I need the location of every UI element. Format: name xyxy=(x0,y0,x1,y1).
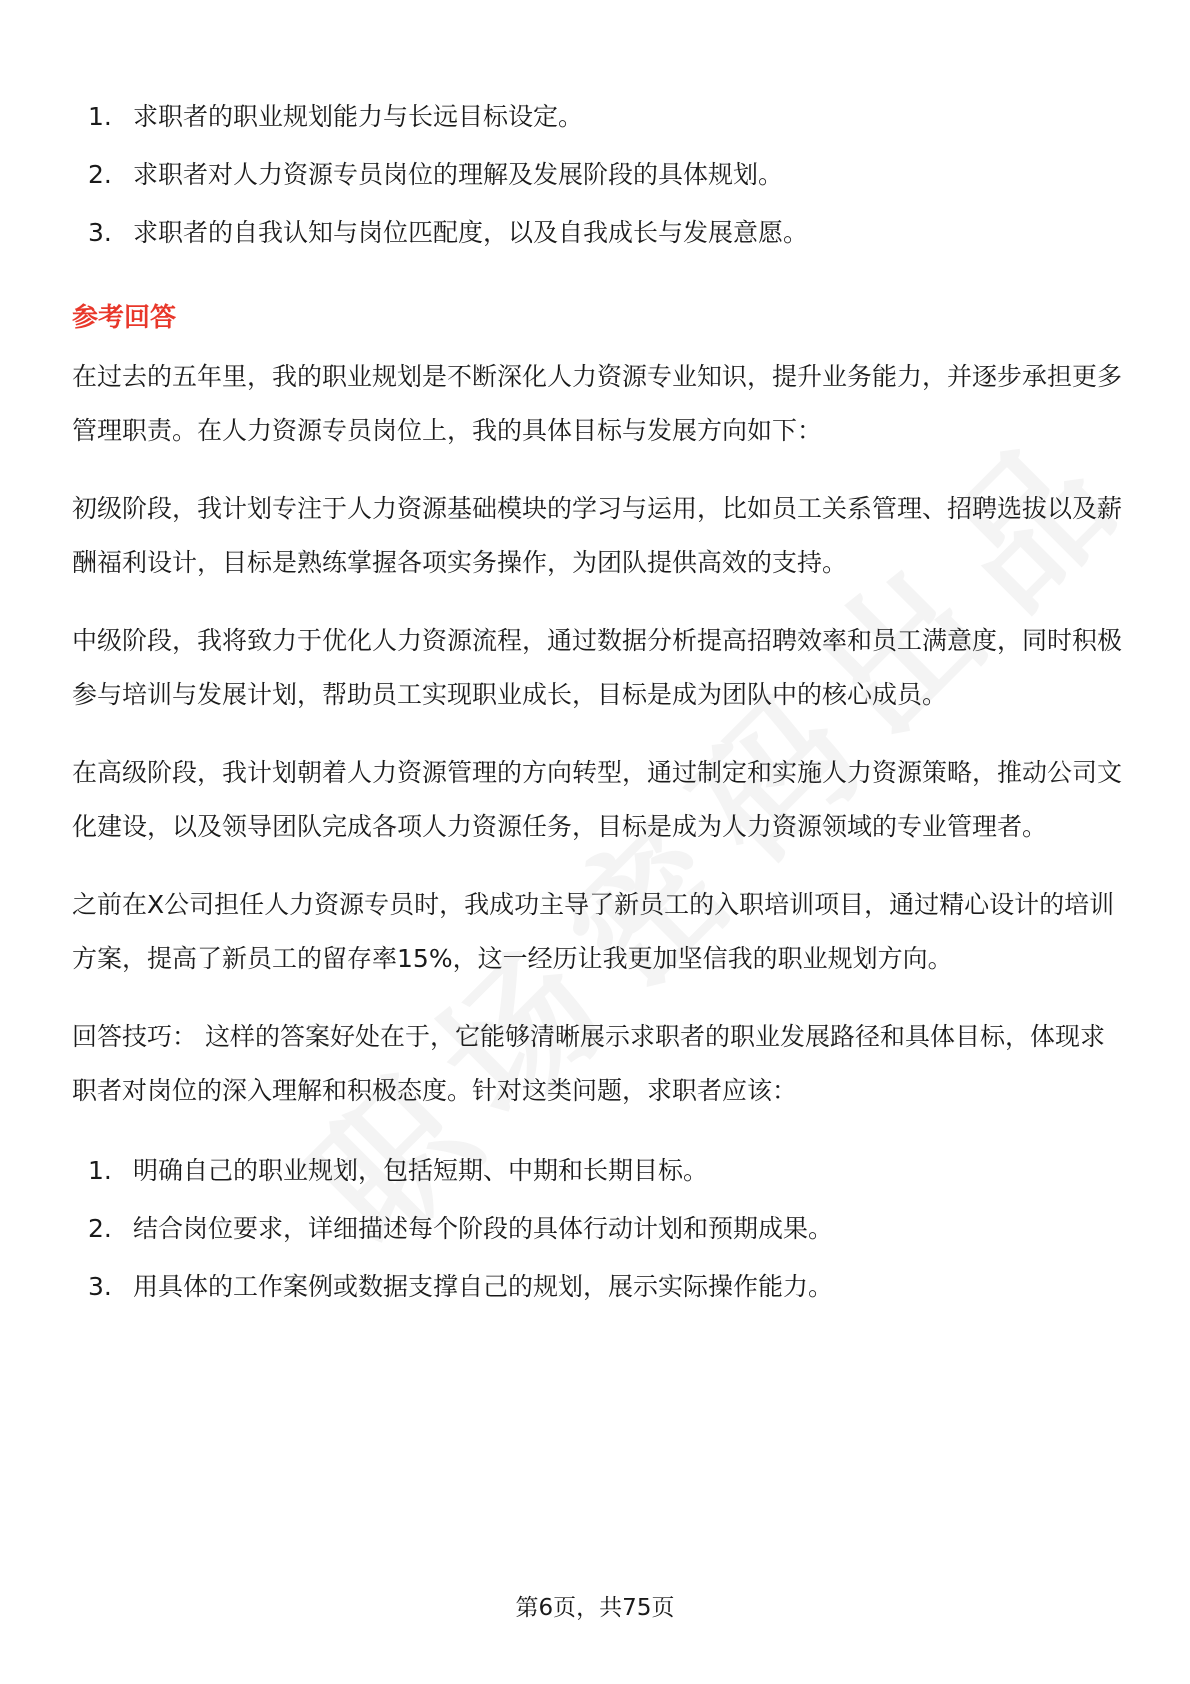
list-number: 2. xyxy=(88,1214,112,1243)
list-text: 用具体的工作案例或数据支撑自己的规划，展示实际操作能力。 xyxy=(133,1272,834,1301)
paragraph: 在过去的五年里，我的职业规划是不断深化人力资源专业知识，提升业务能力，并逐步承担更多管理职责。在人力资源专员岗位上，我的具体目标与发展方向如下： xyxy=(72,362,1123,445)
list-item xyxy=(72,88,1122,146)
tips-paragraph: 回答技巧： 这样的答案好处在于，它能够清晰展示求职者的职业发展路径和具体目标，体现求职者对岗位的深入理解和积极态度。针对这类问题，求职者应该： xyxy=(72,1022,1105,1105)
list-item xyxy=(72,1142,1122,1200)
list-text: 结合岗位要求，详细描述每个阶段的具体行动计划和预期成果。 xyxy=(133,1214,834,1243)
list-text: 求职者对人力资源专员岗位的理解及发展阶段的具体规划。 xyxy=(133,160,784,189)
list-item xyxy=(72,1200,1122,1258)
list-number: 2. xyxy=(88,160,112,189)
list-number: 3. xyxy=(88,218,112,247)
list-text: 求职者的职业规划能力与长远目标设定。 xyxy=(133,102,584,131)
list-number: 1. xyxy=(88,1156,112,1185)
paragraph: 之前在X公司担任人力资源专员时，我成功主导了新员工的入职培训项目，通过精心设计的培训方案，提高了新员工的留存率15%，这一经历让我更加坚信我的职业规划方向。 xyxy=(72,890,1115,973)
section-title: 参考回答 xyxy=(72,303,177,333)
list-text: 求职者的自我认知与岗位匹配度，以及自我成长与发展意愿。 xyxy=(133,218,809,247)
list-text: 明确自己的职业规划，包括短期、中期和长期目标。 xyxy=(133,1156,709,1185)
list-item xyxy=(72,204,1122,262)
list-number: 1. xyxy=(88,102,112,131)
page-content xyxy=(72,88,1122,1316)
list-item xyxy=(72,146,1122,204)
paragraph: 中级阶段，我将致力于优化人力资源流程，通过数据分析提高招聘效率和员工满意度，同时积极参与培训与发展计划，帮助员工实现职业成长，目标是成为团队中的核心成员。 xyxy=(72,626,1123,709)
list-number: 3. xyxy=(88,1272,112,1301)
intro-list xyxy=(72,88,1122,262)
paragraph: 初级阶段，我计划专注于人力资源基础模块的学习与运用，比如员工关系管理、招聘选拔以及薪酬福利设计，目标是熟练掌握各项实务操作，为团队提供高效的支持。 xyxy=(72,494,1123,577)
paragraph: 在高级阶段，我计划朝着人力资源管理的方向转型，通过制定和实施人力资源策略，推动公司文化建设，以及领导团队完成各项人力资源任务，目标是成为人力资源领域的专业管理者。 xyxy=(72,758,1123,841)
tips-list xyxy=(72,1142,1122,1316)
list-item xyxy=(72,1258,1122,1316)
page-footer: 第6页，共75页 xyxy=(515,1595,675,1621)
